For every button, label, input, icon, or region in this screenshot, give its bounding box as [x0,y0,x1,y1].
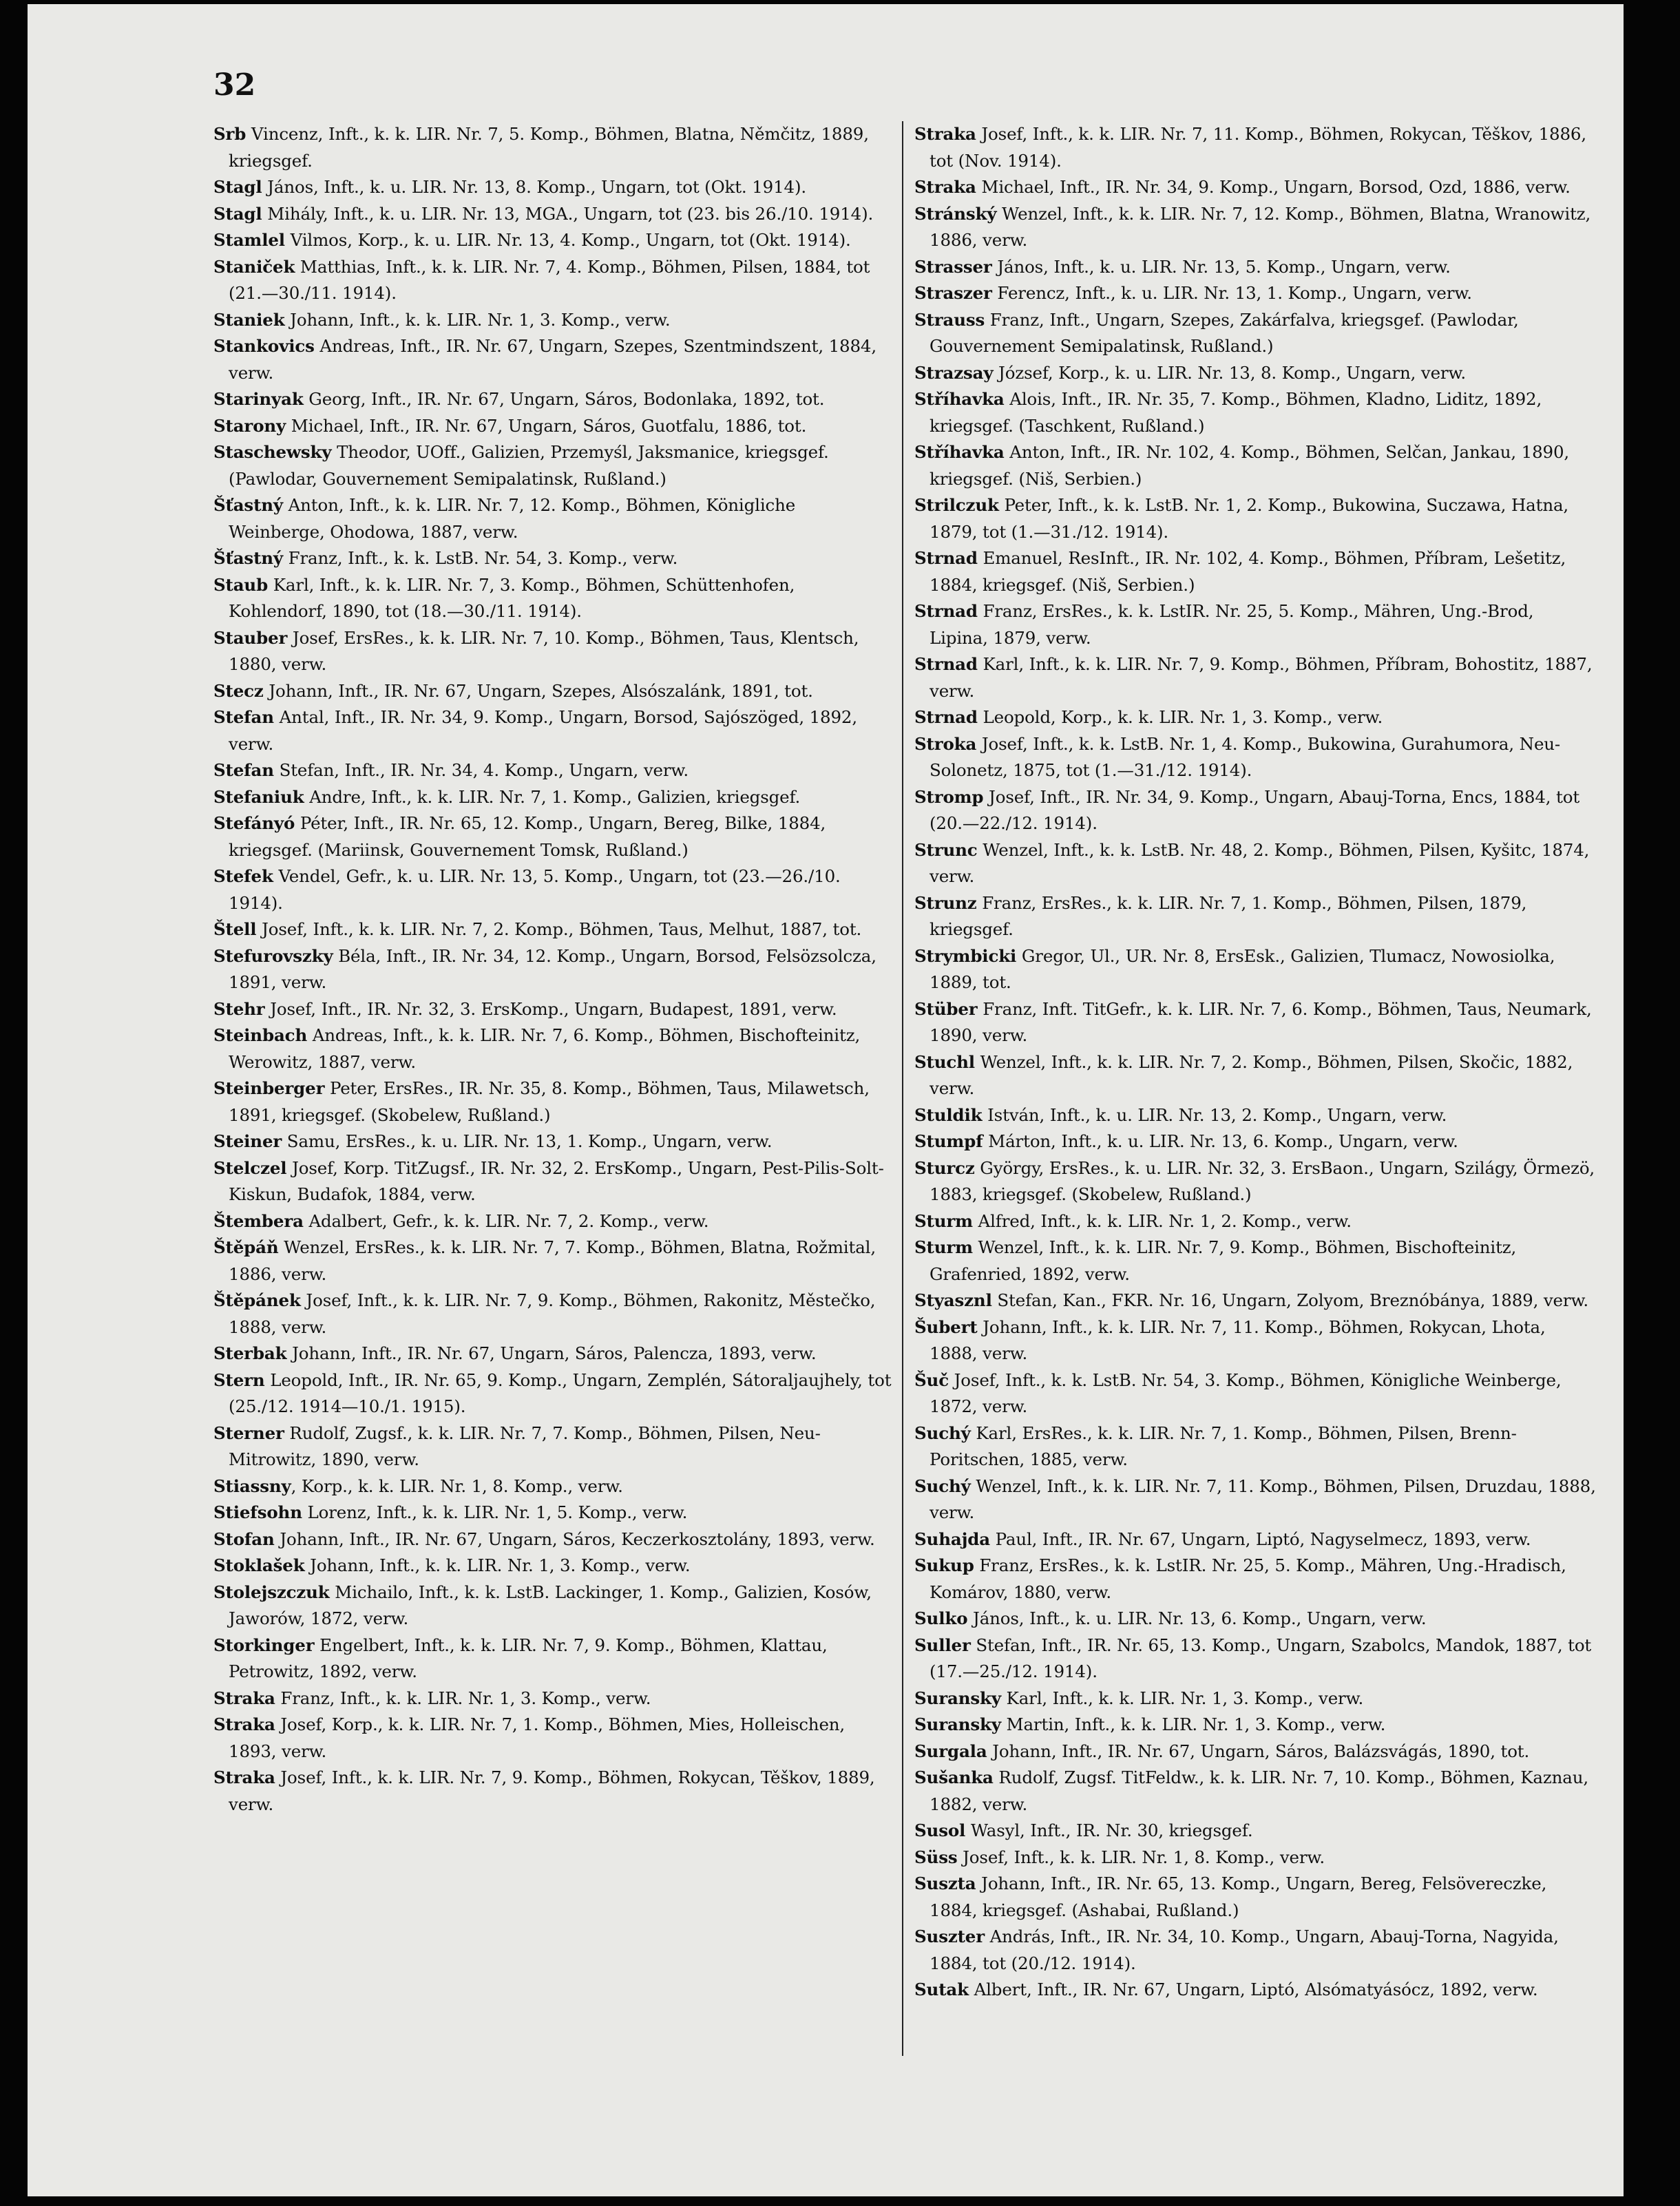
entry-surname: Sturm [914,1210,973,1231]
entry-details: Engelbert, Inft., k. k. LIR. Nr. 7, 9. Komp., Böhmen, Klattau, Petrowitz, 1892, verw. [229,1635,828,1681]
list-entry [914,254,1596,281]
entry-surname: Stefek [213,866,273,886]
list-entry [213,1526,895,1553]
entry-details: Gregor, Ul., UR. Nr. 8, ErsEsk., Galizien, Tlumacz, Nowosiolka, 1889, tot. [930,945,1555,992]
entry-details: Vendel, Gefr., k. u. LIR. Nr. 13, 5. Komp., Ungarn, tot (23.—26./10. 1914). [229,866,841,913]
list-entry [914,1685,1596,1712]
entry-surname: Stelczel [213,1157,287,1178]
entry-details: Josef, Inft., k. k. LIR. Nr. 7, 11. Komp., Böhmen, Rokycan, Těškov, 1886, tot (Nov. 1914). [930,124,1586,171]
entry-surname: Stumpf [914,1131,983,1151]
entry-details: Lorenz, Inft., k. k. LIR. Nr. 1, 5. Komp., verw. [302,1502,688,1522]
entry-details: Karl, Inft., k. k. LIR. Nr. 7, 3. Komp., Böhmen, Schüttenhofen, Kohlendorf, 1890, tot (18.—30./11. 1914). [229,574,795,621]
entry-surname: Sušanka [914,1767,994,1787]
list-entry [914,890,1596,943]
entry-surname: Straka [914,124,976,144]
list-entry [213,545,895,572]
entry-surname: Straka [914,177,976,197]
entry-surname: Stagl [213,203,262,224]
entry-details: Josef, Inft., k. k. LIR. Nr. 7, 9. Komp., Böhmen, Rokycan, Těškov, 1889, verw. [229,1767,875,1814]
entry-details: Andre, Inft., k. k. LIR. Nr. 7, 1. Komp., Galizien, kriegsgef. [304,786,801,807]
entry-details: Mihály, Inft., k. u. LIR. Nr. 13, MGA., Ungarn, tot (23. bis 26./10. 1914). [262,203,874,224]
entry-surname: Stiefsohn [213,1502,302,1522]
list-entry [213,1553,895,1579]
scanned-page [28,4,1624,2196]
list-entry [213,704,895,757]
list-entry [914,307,1596,360]
entry-details: János, Inft., k. u. LIR. Nr. 13, 6. Komp., Ungarn, verw. [967,1608,1427,1628]
list-entry [213,625,895,678]
entry-surname: Sturm [914,1237,973,1257]
entry-details: György, ErsRes., k. u. LIR. Nr. 32, 3. ErsBaon., Ungarn, Szilágy, Örmezö, 1883, kriegsgef. (Skobelew, Rußland.) [930,1157,1595,1204]
page-number: 32 [213,67,256,103]
entry-surname: Šťastný [213,548,283,568]
entry-details: Vilmos, Korp., k. u. LIR. Nr. 13, 4. Komp., Ungarn, tot (Okt. 1914). [284,230,851,250]
entry-details: Josef, Inft., IR. Nr. 34, 9. Komp., Ungarn, Abauj-Torna, Encs, 1884, tot (20.—22./12. 1914). [930,786,1580,833]
list-entry [213,1128,895,1155]
entry-surname: Steiner [213,1131,282,1151]
entry-details: Stefan, Kan., FKR. Nr. 16, Ungarn, Zolyom, Breznóbánya, 1889, verw. [991,1290,1589,1310]
entry-details: Leopold, Korp., k. k. LIR. Nr. 1, 3. Komp., verw. [977,707,1383,727]
list-entry [914,360,1596,387]
entry-details: Johann, Inft., k. k. LIR. Nr. 1, 3. Komp., verw. [284,309,671,330]
entry-surname: Strnad [914,548,978,568]
list-entry [213,863,895,916]
list-entry [213,1367,895,1420]
list-entry [213,1500,895,1526]
entry-details: Alois, Inft., IR. Nr. 35, 7. Komp., Böhmen, Kladno, Liditz, 1892, kriegsgef. (Taschkent, Rußland.) [930,389,1542,436]
entry-surname: Stefányó [213,813,295,833]
entry-surname: Stiassny [213,1475,291,1496]
entry-surname: Staniek [213,309,285,330]
entry-details: Béla, Inft., IR. Nr. 34, 12. Komp., Ungarn, Borsod, Felsözsolcza, 1891, verw. [229,945,876,992]
entry-details: Franz, Inft. TitGefr., k. k. LIR. Nr. 7, 6. Komp., Böhmen, Taus, Neumark, 1890, verw. [930,998,1592,1045]
entry-surname: Straka [213,1688,275,1708]
list-entry [213,307,895,334]
list-entry [914,1288,1596,1314]
entry-details: Antal, Inft., IR. Nr. 34, 9. Komp., Ungarn, Borsod, Sajószöged, 1892, verw. [229,707,857,754]
entry-details: Wenzel, ErsRes., k. k. LIR. Nr. 7, 7. Komp., Böhmen, Blatna, Rožmital, 1886, verw. [229,1237,876,1284]
entry-details: Rudolf, Zugsf., k. k. LIR. Nr. 7, 7. Komp., Böhmen, Pilsen, Neu-Mitrowitz, 1890, verw. [229,1422,821,1469]
entry-surname: Šťastný [213,495,283,515]
entry-surname: Surgala [914,1741,987,1761]
entry-surname: Strazsay [914,362,994,383]
entry-details: Stefan, Inft., IR. Nr. 34, 4. Komp., Ungarn, verw. [273,760,689,780]
entry-surname: Stüber [914,998,978,1019]
list-entry [914,280,1596,307]
list-entry [914,598,1596,651]
entry-details: Wenzel, Inft., k. k. LIR. Nr. 7, 12. Komp., Böhmen, Blatna, Wranowitz, 1886, verw. [930,203,1591,250]
entry-surname: Starony [213,415,286,436]
list-entry [213,1685,895,1712]
list-entry [914,386,1596,439]
entry-surname: Stagl [213,177,262,197]
entry-details: Paul, Inft., IR. Nr. 67, Ungarn, Liptó, Nagyselmecz, 1893, verw. [990,1529,1531,1549]
list-entry [914,837,1596,890]
entry-surname: Stankovics [213,336,315,356]
entry-surname: Storkinger [213,1635,315,1655]
list-entry [213,1712,895,1765]
list-entry [914,1314,1596,1367]
list-entry [213,678,895,705]
entry-details: Karl, Inft., k. k. LIR. Nr. 1, 3. Komp., verw. [1000,1688,1364,1708]
list-entry [914,651,1596,704]
entry-details: Johann, Inft., IR. Nr. 67, Ungarn, Sáros, Palencza, 1893, verw. [286,1343,817,1363]
list-entry [914,1606,1596,1632]
list-entry [914,545,1596,598]
list-entry [213,810,895,863]
entry-details: Johann, Inft., k. k. LIR. Nr. 1, 3. Komp., verw. [304,1555,691,1575]
list-entry [914,1128,1596,1155]
list-entry [914,1871,1596,1924]
entry-details: Wenzel, Inft., k. k. LIR. Nr. 7, 9. Komp., Böhmen, Bischofteinitz, Grafenried, 1892, verw. [930,1237,1517,1284]
entry-details: Johann, Inft., IR. Nr. 67, Ungarn, Szepes, Alsószalánk, 1891, tot. [263,680,813,701]
list-entry [213,1579,895,1632]
entry-surname: Stefan [213,707,274,727]
list-entry [213,784,895,811]
entry-details: Johann, Inft., IR. Nr. 67, Ungarn, Sáros, Keczerkosztolány, 1893, verw. [274,1529,875,1549]
entry-surname: Strauss [914,309,985,330]
entry-surname: Štell [213,919,257,939]
entry-details: Josef, Inft., k. k. LIR. Nr. 7, 9. Komp., Böhmen, Rakonitz, Městečko, 1888, verw. [229,1290,876,1337]
list-entry [213,1288,895,1341]
entry-details: Josef, Inft., k. k. LstB. Nr. 1, 4. Komp., Bukowina, Gurahumora, Neu-Solonetz, 1875, tot (1.—31./12. 1914). [930,733,1561,780]
entry-details: Samu, ErsRes., k. u. LIR. Nr. 13, 1. Komp., Ungarn, verw. [282,1131,773,1151]
entry-details: Franz, ErsRes., k. k. LIR. Nr. 7, 1. Komp., Böhmen, Pilsen, 1879, kriegsgef. [930,892,1527,939]
entry-details: Michael, Inft., IR. Nr. 67, Ungarn, Sáros, Guotfalu, 1886, tot. [286,415,807,436]
entry-details: Georg, Inft., IR. Nr. 67, Ungarn, Sáros, Bodonlaka, 1892, tot. [303,389,825,409]
entry-details: Adalbert, Gefr., k. k. LIR. Nr. 7, 2. Komp., verw. [303,1210,709,1231]
entry-surname: Steinberger [213,1078,325,1098]
entry-details: Emanuel, ResInft., IR. Nr. 102, 4. Komp., Böhmen, Příbram, Lešetitz, 1884, kriegsgef. (Niš, Serbien.) [930,548,1566,595]
entry-details: Vincenz, Inft., k. k. LIR. Nr. 7, 5. Komp., Böhmen, Blatna, Němčitz, 1889, kriegsgef. [229,124,869,171]
entry-surname: Stern [213,1369,265,1390]
entry-details: Josef, Korp. TitZugsf., IR. Nr. 32, 2. ErsKomp., Ungarn, Pest-Pilis-Solt-Kiskun, Budafok, 1884, verw. [229,1157,884,1204]
list-entry [914,731,1596,784]
list-entry [213,1632,895,1685]
list-entry [213,121,895,174]
entry-details: Péter, Inft., IR. Nr. 65, 12. Komp., Ungarn, Bereg, Bilke, 1884, kriegsgef. (Mariinsk, Gouvernement Tomsk, Rußland.) [229,813,826,860]
list-entry [914,1977,1596,2004]
entry-surname: Sterbak [213,1343,287,1363]
entry-details: Rudolf, Zugsf. TitFeldw., k. k. LIR. Nr. 7, 10. Komp., Böhmen, Kaznau, 1882, verw. [930,1767,1588,1814]
entry-surname: Suhajda [914,1529,991,1549]
entry-details: Franz, ErsRes., k. k. LstIR. Nr. 25, 5. Komp., Mähren, Ung.-Brod, Lipina, 1879, verw. [930,601,1534,648]
entry-details: Johann, Inft., IR. Nr. 67, Ungarn, Sáros, Balázsvágás, 1890, tot. [987,1741,1530,1761]
entry-details: Franz, Inft., Ungarn, Szepes, Zakárfalva, kriegsgef. (Pawlodar, Gouvernement Semipalatinsk, Rußland.) [930,309,1519,356]
entry-surname: Staub [213,574,269,595]
entry-details: , Korp., k. k. LIR. Nr. 1, 8. Komp., verw. [291,1475,623,1496]
entry-surname: Stuldik [914,1104,983,1125]
entry-details: Anton, Inft., IR. Nr. 102, 4. Komp., Böhmen, Selčan, Jankau, 1890, kriegsgef. (Niš, Serbien.) [930,442,1570,489]
entry-surname: Stofan [213,1529,275,1549]
list-entry [914,996,1596,1049]
entry-surname: Stoklašek [213,1555,305,1575]
entry-surname: Sulko [914,1608,968,1628]
list-entry [914,201,1596,254]
list-entry [213,1420,895,1473]
entry-surname: Strunz [914,892,977,913]
entry-details: Karl, Inft., k. k. LIR. Nr. 7, 9. Komp., Böhmen, Příbram, Bohostitz, 1887, verw. [930,654,1593,701]
entry-details: András, Inft., IR. Nr. 34, 10. Komp., Ungarn, Abauj-Torna, Nagyida, 1884, tot (20./12. 1914). [930,1926,1559,1973]
list-entry [213,757,895,784]
entry-surname: Stuchl [914,1051,975,1072]
right-column [914,121,1596,2118]
entry-details: Wenzel, Inft., k. k. LstB. Nr. 48, 2. Komp., Böhmen, Pilsen, Kyšitc, 1874, verw. [930,839,1590,886]
list-entry [914,1102,1596,1129]
list-entry [914,1738,1596,1765]
entry-surname: Steinbach [213,1025,308,1045]
entry-details: Franz, ErsRes., k. k. LstIR. Nr. 25, 5. Komp., Mähren, Ung.-Hradisch, Komárov, 1880, verw. [930,1555,1566,1602]
list-entry [213,227,895,254]
entry-surname: Susol [914,1820,966,1840]
entry-details: Josef, ErsRes., k. k. LIR. Nr. 7, 10. Komp., Böhmen, Taus, Klentsch, 1880, verw. [229,627,859,674]
list-entry [914,1526,1596,1553]
entry-details: Wasyl, Inft., IR. Nr. 30, kriegsgef. [965,1820,1253,1840]
list-entry [914,492,1596,545]
list-entry [914,1632,1596,1685]
entry-surname: Suszter [914,1926,985,1946]
entry-details: Michailo, Inft., k. k. LstB. Lackinger, 1. Komp., Galizien, Kosów, Jaworów, 1872, verw. [229,1582,872,1628]
entry-surname: Stříhavka [914,442,1005,462]
entry-surname: Stefurovszky [213,945,333,966]
list-entry [213,201,895,228]
entry-surname: Strymbicki [914,945,1017,966]
entry-details: Michael, Inft., IR. Nr. 34, 9. Komp., Ungarn, Borsod, Ozd, 1886, verw. [976,177,1571,197]
list-entry [213,1155,895,1208]
list-entry [213,1473,895,1500]
entry-surname: Straszer [914,283,992,303]
list-entry [914,1473,1596,1526]
entry-surname: Staschewsky [213,442,332,462]
entry-surname: Stránský [914,203,997,224]
entry-surname: Štembera [213,1210,304,1231]
entry-details: Leopold, Inft., IR. Nr. 65, 9. Komp., Ungarn, Zemplén, Sátoraljaujhely, tot (25./12. 1914—10./1. 1915). [229,1369,892,1416]
entry-details: Albert, Inft., IR. Nr. 67, Ungarn, Liptó, Alsómatyásócz, 1892, verw. [968,1979,1538,1999]
entry-surname: Straka [213,1714,275,1734]
entry-surname: Sukup [914,1555,974,1575]
list-entry [213,254,895,307]
entry-surname: Štěpáň [213,1237,279,1257]
list-entry [213,174,895,201]
list-entry [213,1235,895,1288]
entry-details: Matthias, Inft., k. k. LIR. Nr. 7, 4. Komp., Böhmen, Pilsen, 1884, tot (21.—30./11. 1914). [229,256,870,303]
entry-surname: Stehr [213,998,265,1019]
entry-surname: Suchý [914,1475,971,1496]
entry-surname: Suransky [914,1714,1001,1734]
entry-details: János, Inft., k. u. LIR. Nr. 13, 8. Komp., Ungarn, tot (Okt. 1914). [262,177,806,197]
entry-details: Anton, Inft., k. k. LIR. Nr. 7, 12. Komp., Böhmen, Königliche Weinberge, Ohodowa, 1887, verw. [229,495,796,542]
list-entry [213,996,895,1023]
entry-surname: Suchý [914,1422,971,1443]
entry-surname: Šuč [914,1369,949,1390]
entry-surname: Stamlel [213,230,285,250]
entry-surname: Staniček [213,256,295,277]
entry-details: Márton, Inft., k. u. LIR. Nr. 13, 6. Komp., Ungarn, verw. [983,1131,1458,1151]
entry-surname: Strilczuk [914,495,999,515]
entry-details: Wenzel, Inft., k. k. LIR. Nr. 7, 11. Komp., Böhmen, Pilsen, Druzdau, 1888, verw. [930,1475,1596,1522]
entry-details: Andreas, Inft., IR. Nr. 67, Ungarn, Szepes, Szentmindszent, 1884, verw. [229,336,876,383]
list-entry [914,439,1596,492]
list-entry [213,943,895,996]
entry-surname: Stříhavka [914,389,1005,409]
list-entry [213,1022,895,1075]
list-entry [914,784,1596,837]
list-entry [914,1420,1596,1473]
entry-surname: Stromp [914,786,984,807]
list-entry [213,1208,895,1235]
entry-surname: Srb [213,124,246,144]
entry-surname: Stefaniuk [213,786,304,807]
entry-details: Johann, Inft., IR. Nr. 65, 13. Komp., Ungarn, Bereg, Felsövereczke, 1884, kriegsgef. (Ashabai, Rußland.) [930,1873,1547,1920]
entry-surname: Stecz [213,680,264,701]
list-entry [914,174,1596,201]
list-entry [213,1075,895,1128]
entry-details: Josef, Inft., k. k. LIR. Nr. 1, 8. Komp., verw. [957,1847,1325,1867]
list-entry [914,1818,1596,1845]
list-entry [914,1367,1596,1420]
list-entry [213,572,895,625]
entry-surname: Strnad [914,707,978,727]
list-entry [914,1235,1596,1288]
column-divider [902,121,903,2056]
entry-details: Karl, ErsRes., k. k. LIR. Nr. 7, 1. Komp., Böhmen, Pilsen, Brenn-Poritschen, 1885, verw. [930,1422,1517,1469]
list-entry [914,1553,1596,1606]
list-entry [914,1208,1596,1235]
entry-surname: Süss [914,1847,958,1867]
entry-surname: Strnad [914,654,978,674]
entry-surname: Stefan [213,760,274,780]
list-entry [914,1155,1596,1208]
entry-details: Johann, Inft., k. k. LIR. Nr. 7, 11. Komp., Böhmen, Rokycan, Lhota, 1888, verw. [930,1316,1546,1363]
list-entry [213,333,895,386]
left-column [213,121,895,2118]
entry-surname: Suller [914,1635,971,1655]
entry-surname: Starinyak [213,389,304,409]
list-entry [914,1712,1596,1738]
list-entry [914,1845,1596,1871]
entry-surname: Sutak [914,1979,969,1999]
entry-details: Peter, ErsRes., IR. Nr. 35, 8. Komp., Böhmen, Taus, Milawetsch, 1891, kriegsgef. (Skobelew, Rußland.) [229,1078,870,1125]
entry-details: Martin, Inft., k. k. LIR. Nr. 1, 3. Komp., verw. [1000,1714,1386,1734]
entry-surname: Štěpánek [213,1290,301,1310]
entry-details: Ferencz, Inft., k. u. LIR. Nr. 13, 1. Komp., Ungarn, verw. [991,283,1472,303]
entry-surname: Suransky [914,1688,1001,1708]
list-entry [213,916,895,943]
list-entry [213,386,895,413]
entry-details: Theodor, UOff., Galizien, Przemyśl, Jaksmanice, kriegsgef. (Pawlodar, Gouvernement Semipalatinsk, Rußland.) [229,442,829,489]
entry-surname: Strasser [914,256,992,277]
entry-surname: Stolejszczuk [213,1582,330,1602]
entry-details: Josef, Inft., k. k. LstB. Nr. 54, 3. Komp., Böhmen, Königliche Weinberge, 1872, verw. [930,1369,1562,1416]
list-entry [914,121,1596,174]
list-entry [213,492,895,545]
entry-details: István, Inft., k. u. LIR. Nr. 13, 2. Komp., Ungarn, verw. [982,1104,1447,1125]
list-entry [213,439,895,492]
entry-surname: Šubert [914,1316,978,1337]
entry-details: Josef, Inft., IR. Nr. 32, 3. ErsKomp., Ungarn, Budapest, 1891, verw. [264,998,837,1019]
list-entry [914,1049,1596,1102]
list-entry [213,1341,895,1367]
entry-details: Andreas, Inft., k. k. LIR. Nr. 7, 6. Komp., Böhmen, Bischofteinitz, Werowitz, 1887, verw. [229,1025,861,1072]
entry-surname: Sterner [213,1422,284,1443]
entry-details: Josef, Inft., k. k. LIR. Nr. 7, 2. Komp., Böhmen, Taus, Melhut, 1887, tot. [256,919,862,939]
entry-details: József, Korp., k. u. LIR. Nr. 13, 8. Komp., Ungarn, verw. [993,362,1467,383]
entry-details: Franz, Inft., k. k. LIR. Nr. 1, 3. Komp., verw. [275,1688,651,1708]
entry-details: Alfred, Inft., k. k. LIR. Nr. 1, 2. Komp., verw. [972,1210,1352,1231]
entry-surname: Stauber [213,627,288,648]
list-entry [213,413,895,440]
entry-details: Peter, Inft., k. k. LstB. Nr. 1, 2. Komp., Bukowina, Suczawa, Hatna, 1879, tot (1.—31./12. 1914). [930,495,1569,542]
list-entry [213,1765,895,1818]
entry-details: Franz, Inft., k. k. LstB. Nr. 54, 3. Komp., verw. [283,548,678,568]
entry-details: Stefan, Inft., IR. Nr. 65, 13. Komp., Ungarn, Szabolcs, Mandok, 1887, tot (17.—25./12. 1914). [930,1635,1592,1681]
entry-surname: Strnad [914,601,978,621]
list-entry [914,1924,1596,1977]
entry-details: Wenzel, Inft., k. k. LIR. Nr. 7, 2. Komp., Böhmen, Pilsen, Skočic, 1882, verw. [930,1051,1573,1098]
list-entry [914,704,1596,731]
entry-surname: Suszta [914,1873,976,1893]
entry-surname: Strunc [914,839,978,860]
list-entry [914,1765,1596,1818]
list-entry [914,943,1596,996]
entry-surname: Stroka [914,733,977,754]
entry-details: Josef, Korp., k. k. LIR. Nr. 7, 1. Komp., Böhmen, Mies, Holleischen, 1893, verw. [229,1714,846,1761]
entry-surname: Sturcz [914,1157,975,1178]
entry-surname: Straka [213,1767,275,1787]
entry-surname: Styasznl [914,1290,992,1310]
entry-details: János, Inft., k. u. LIR. Nr. 13, 5. Komp., Ungarn, verw. [991,256,1451,277]
